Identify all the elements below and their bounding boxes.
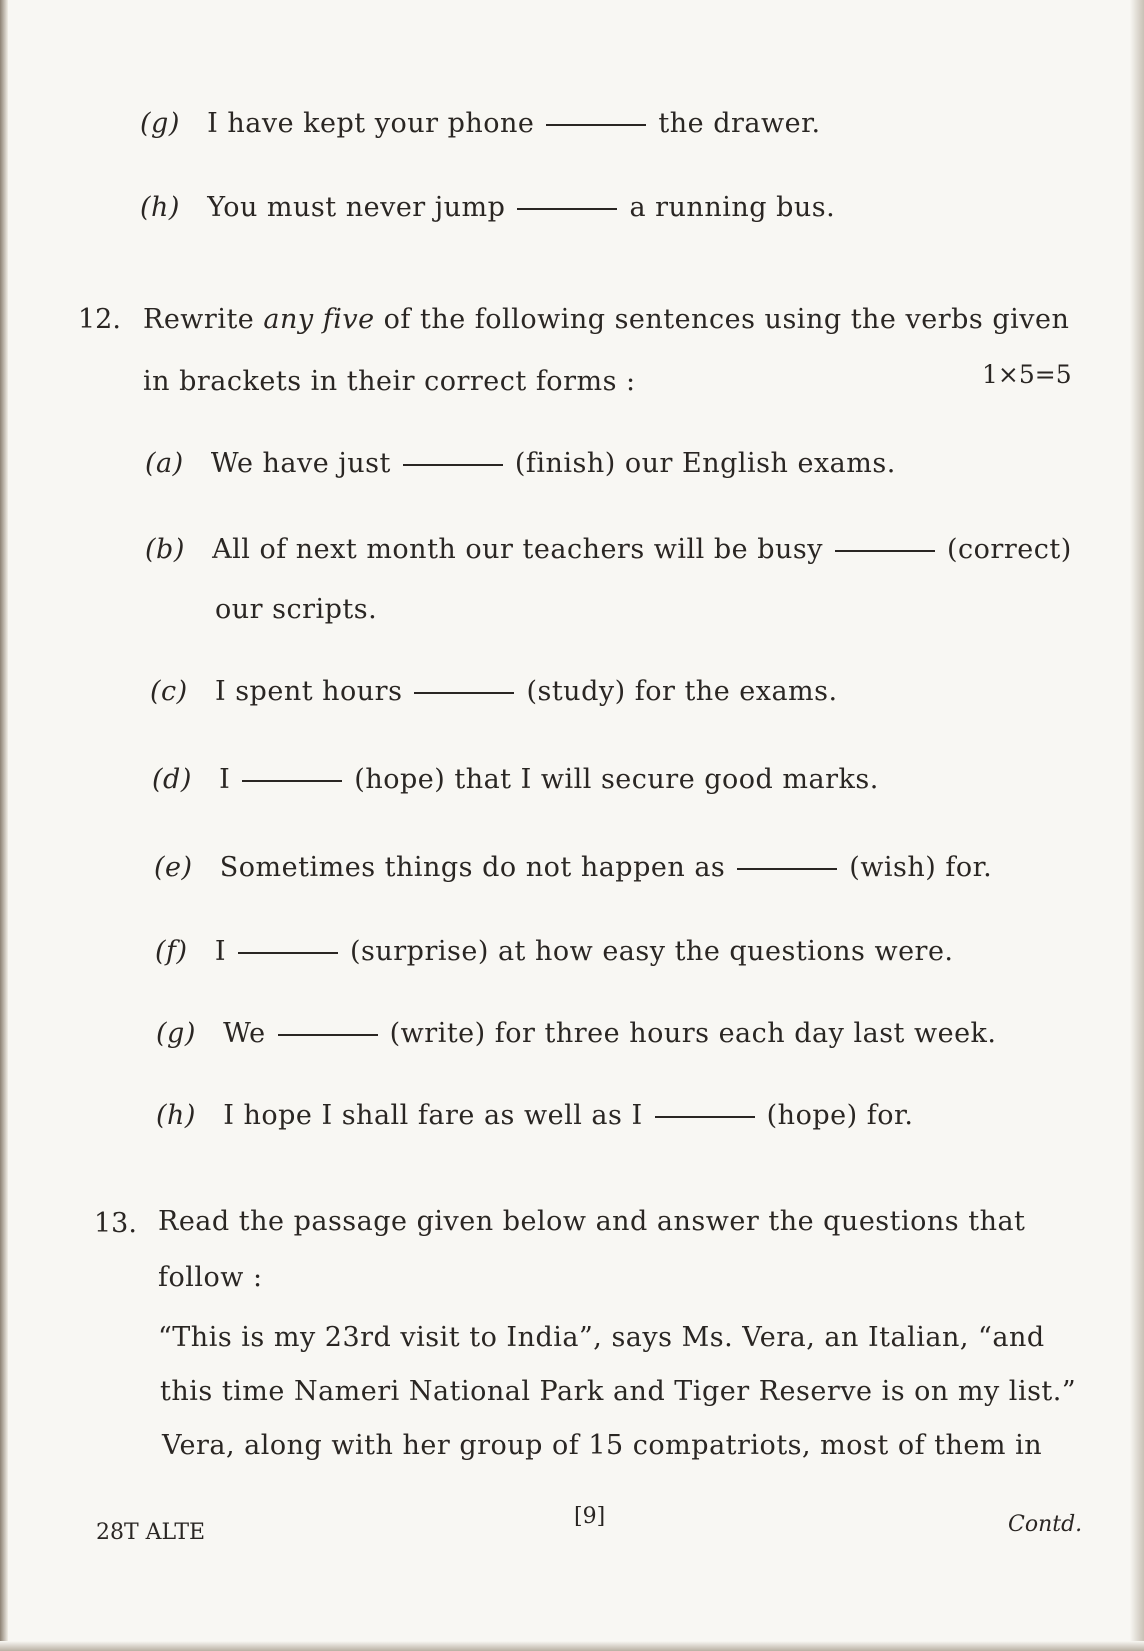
- item-text-before: Sometimes things do not happen as: [219, 852, 726, 883]
- passage-line-2: this time Nameri National Park and Tiger Reserve is on my list.”: [160, 1376, 1077, 1407]
- item-label: (e): [154, 852, 193, 883]
- question-number: 12.: [78, 304, 121, 335]
- item-text-before: We have just: [210, 448, 391, 479]
- item-label: (a): [145, 448, 184, 479]
- q11-item-g: [140, 108, 821, 139]
- q12-intro-line1: [143, 304, 1069, 335]
- item-label: (c): [150, 676, 188, 707]
- q12-item-a: [145, 448, 896, 479]
- fill-blank: [737, 867, 837, 870]
- item-label: (d): [152, 764, 192, 795]
- item-text-after: (study) for the exams.: [526, 676, 838, 707]
- q12-item-g: [156, 1018, 997, 1049]
- fill-blank: [546, 123, 646, 126]
- marks-allocation: 1×5=5: [982, 360, 1072, 389]
- intro-text: of the following sentences using the verbs given: [383, 304, 1070, 335]
- item-text-before: We: [223, 1018, 266, 1049]
- item-text-after: (finish) our English exams.: [514, 448, 896, 479]
- item-label: (h): [140, 192, 180, 223]
- intro-emphasis: any five: [263, 304, 375, 335]
- q12-item-e: [154, 852, 992, 883]
- item-text-before: I: [219, 764, 231, 795]
- fill-blank: [414, 691, 514, 694]
- page-edge-left: [0, 0, 8, 1651]
- item-text-after: (hope) that I will secure good marks.: [354, 764, 879, 795]
- item-text-before: I hope I shall fare as well as I: [223, 1100, 643, 1131]
- item-label: (b): [145, 534, 185, 565]
- q13-intro-line1: Read the passage given below and answer the questions that: [158, 1206, 1026, 1237]
- fill-blank: [278, 1033, 378, 1036]
- item-label: (g): [156, 1018, 196, 1049]
- intro-text: Rewrite: [143, 304, 255, 335]
- q12-item-c: [150, 676, 838, 707]
- fill-blank: [835, 549, 935, 552]
- item-text-after: a running bus.: [629, 192, 836, 223]
- item-text-after: (wish) for.: [849, 852, 993, 883]
- passage-line-1: “This is my 23rd visit to India”, says Ms. Vera, an Italian, “and: [158, 1322, 1045, 1353]
- q12-item-f: [155, 936, 954, 967]
- q12-item-h: [156, 1100, 913, 1131]
- paper-code: 28T ALTE: [96, 1520, 206, 1545]
- item-text-before: All of next month our teachers will be busy: [212, 534, 824, 565]
- fill-blank: [242, 779, 342, 782]
- q12-intro-line2: in brackets in their correct forms :: [143, 366, 636, 397]
- question-number: 13.: [94, 1208, 137, 1239]
- q12-item-b-continued: our scripts.: [215, 594, 378, 625]
- q12-item-d: [152, 764, 879, 795]
- passage-line-3: Vera, along with her group of 15 compatriots, most of them in: [162, 1430, 1043, 1461]
- page-edge-bottom: [0, 1641, 1144, 1651]
- item-label: (h): [156, 1100, 196, 1131]
- item-text-before: I have kept your phone: [207, 108, 535, 139]
- page-edge-right: [1130, 0, 1144, 1651]
- item-label: (g): [140, 108, 180, 139]
- item-text-after: (surprise) at how easy the questions were.: [349, 936, 954, 967]
- fill-blank: [403, 463, 503, 466]
- item-text-before: I spent hours: [214, 676, 403, 707]
- item-text-before: I: [214, 936, 226, 967]
- fill-blank: [517, 207, 617, 210]
- continued-note: Contd.: [1008, 1512, 1083, 1537]
- item-label: (f): [155, 936, 188, 967]
- q12-item-b: [145, 534, 1072, 565]
- q13-intro-line2: follow :: [158, 1262, 263, 1293]
- page-number: [9]: [574, 1504, 606, 1529]
- item-text-after: (correct): [947, 534, 1072, 565]
- item-text-before: You must never jump: [207, 192, 506, 223]
- q11-item-h: [140, 192, 835, 223]
- item-text-after: (write) for three hours each day last week.: [389, 1018, 997, 1049]
- fill-blank: [238, 951, 338, 954]
- item-text-after: the drawer.: [658, 108, 821, 139]
- fill-blank: [655, 1115, 755, 1118]
- item-text-after: (hope) for.: [766, 1100, 914, 1131]
